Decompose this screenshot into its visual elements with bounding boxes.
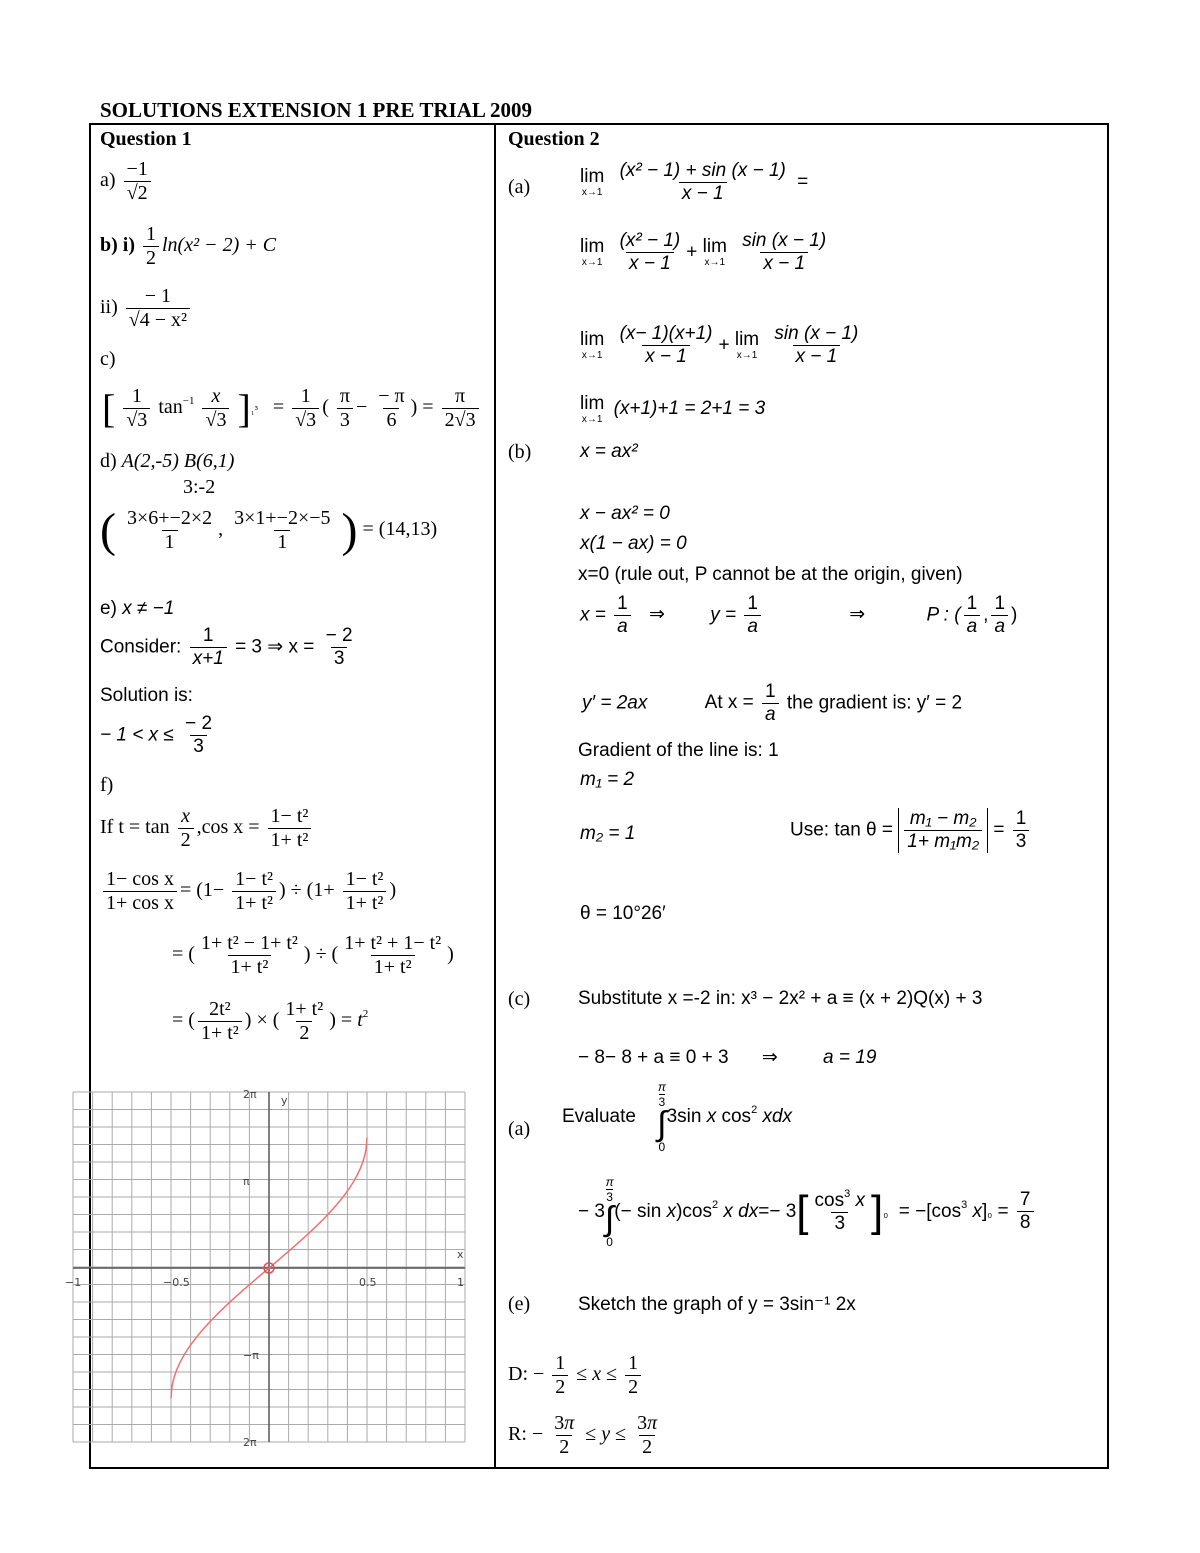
y-tick-label: 2π bbox=[243, 1088, 257, 1101]
q2c-label: (c) bbox=[508, 988, 531, 1010]
q2b-s1: x − ax² = 0 bbox=[580, 503, 670, 524]
q2d-integral: Evaluate π 3 ∫ 0 3sin x $\cos^2$ xdx bbox=[562, 1080, 793, 1154]
q1e-solution: − 1 < x ≤ $\frac{- 2}{3}$ bbox=[100, 713, 213, 757]
q2b-use: Use: tan θ = $\frac{\text{m₁ − m₂}}{\text{1+ m₁m₂}}$ = $\frac{1}{3}$ bbox=[790, 808, 1032, 853]
q2a-line3: lim x→1 $\frac{(x- 1)(x+1)}{x - 1}$ + lim x→1 $\frac{\sin (x - 1)}{x - 1}$ bbox=[580, 323, 859, 367]
q1b-i: b) i) $\frac{1}{2}$ ln(x² − 2) + C bbox=[100, 223, 277, 269]
q1-heading: Question 1 bbox=[100, 128, 192, 150]
q2b-eq: x = ax² bbox=[580, 441, 638, 462]
q1a: a) $\frac{-1}{√2}$ bbox=[100, 158, 154, 205]
q1f-line2: = ( $\frac{\text{1+ t² − 1+ t²}}{\text{1+ t²}}$ ) ÷ ( $\frac{\text{1+ t² + 1− t²}}{\text{1+ t²}}$ ) bbox=[172, 932, 454, 978]
q2b-m2: m₂ = 1 bbox=[580, 823, 636, 844]
q2b-s4: x = $\frac{1}{a}$ ⇒ y = $\frac{1}{a}$ ⇒ P : ( $\frac{1}{a}$ , $\frac{1}{a}$ ) bbox=[580, 593, 1018, 637]
q1e-cond: e) x ≠ −1 bbox=[100, 598, 175, 619]
y-axis-label: y bbox=[281, 1094, 288, 1107]
q2d-label: (a) bbox=[508, 1118, 531, 1140]
q1e-consider: Consider: $\frac{1}{x+1}$ = 3 ⇒ x = $\frac{- 2}{3}$ bbox=[100, 625, 353, 669]
q2-heading: Question 2 bbox=[508, 128, 600, 150]
q1c-label: c) bbox=[100, 348, 116, 370]
q2b-label: (b) bbox=[508, 441, 532, 463]
q1d-ratio: 3:-2 bbox=[183, 476, 216, 498]
y-tick-label: π bbox=[243, 1175, 250, 1188]
y-tick-label: −π bbox=[243, 1349, 259, 1362]
q2e-text: Sketch the graph of y = 3sin⁻¹ 2x bbox=[578, 1294, 856, 1315]
q2e-domain: D: − $\frac{1}{2}$ ≤ x ≤ $\frac{1}{2}$ bbox=[508, 1352, 644, 1399]
page-title: SOLUTIONS EXTENSION 1 PRE TRIAL 2009 bbox=[100, 98, 532, 122]
q2a-label: (a) bbox=[508, 176, 531, 198]
q2d-work: − 3 π 3 ∫ 0 (− $\sin x)\cos^2$ x dx=− 3[ $\frac{\cos^3 x}{3}$ ]$_0 = -[\cos^3$ x]₀ = $\frac{7}{8}$ bbox=[578, 1175, 1037, 1249]
q1f-if: If t = tan $\frac{x}{2}$ ,cos x = $\frac{\text{1− t²}}{\text{1+ t²}}$ bbox=[100, 805, 314, 852]
q2b-s2: x(1 − ax) = 0 bbox=[580, 533, 687, 554]
q2c-l2: − 8− 8 + a ≡ 0 + 3 ⇒ a = 19 bbox=[578, 1047, 877, 1068]
q1c-work: [ $\frac{1}{√3}$ $\tan^{-1}$ $\frac{x}{√3}$ ]₁³ = $\frac{1}{√3}$ ( $\frac{\pi}{3}$ − $\frac{- \pi}{6}$ ) = $\frac{\pi}{2√3}$ bbox=[102, 385, 482, 432]
x-tick-label: −0.5 bbox=[163, 1276, 190, 1289]
q2e-range: R: − $\frac{3\pi}{2}$ ≤ y ≤ $\frac{3\pi}{2}$ bbox=[508, 1412, 658, 1458]
q1d-work: ( $\frac{3\times 6+-2\times 2}{1}$ , $\frac{3\times 1+-2\times-5}{1}$ ) = (14,13) bbox=[100, 504, 438, 557]
column-divider bbox=[494, 123, 496, 1469]
q2b-m1: m₁ = 2 bbox=[580, 769, 635, 790]
q2a-line4: lim x→1 (x+1)+1 = 2+1 = 3 bbox=[580, 393, 766, 425]
x-tick-label: 1 bbox=[457, 1276, 464, 1289]
q1f-line1: $\frac{\text{1− cos x}}{\text{1+ cos x}}$ = (1− $\frac{\text{1− t²}}{\text{1+ t²}}$ ) ÷ (1+ $\frac{\text{1− t²}}{\text{1+ t²}}$ ) bbox=[100, 868, 396, 915]
q2a-line1: lim x→1 $\frac{\text{(x² − 1) + sin (x − 1)}}{x - 1}$ = bbox=[580, 160, 809, 204]
q2c-l1: Substitute x =-2 in: x³ − 2x² + a ≡ (x + 2)Q(x) + 3 bbox=[578, 988, 983, 1009]
x-tick-label: −1 bbox=[65, 1276, 82, 1289]
q1f-line3: = ( $\frac{\text{2t²}}{\text{1+ t²}}$ ) × ( $\frac{\text{1+ t²}}{2}$ ) = $t^2$ bbox=[172, 998, 369, 1044]
q2e-label: (e) bbox=[508, 1293, 531, 1315]
q1d-points: d) A(2,-5) B(6,1) bbox=[100, 450, 235, 472]
q2b-theta: θ = 10°26′ bbox=[580, 903, 666, 924]
x-tick-label: 0.5 bbox=[359, 1276, 377, 1289]
x-axis-label: x bbox=[457, 1248, 464, 1261]
q2b-s6: Gradient of the line is: 1 bbox=[578, 740, 779, 761]
q1b-ii: ii) $\frac{- 1}{\text{√4 − x²}}$ bbox=[100, 285, 193, 332]
q2b-s3: x=0 (rule out, P cannot be at the origin, given) bbox=[578, 564, 963, 585]
q2b-s5: y′ = 2ax At x = $\frac{1}{a}$ the gradient is: y′ = 2 bbox=[582, 681, 963, 725]
y-tick-label: 2π bbox=[243, 1436, 257, 1449]
q1f-label: f) bbox=[100, 774, 114, 796]
q2a-line2: lim x→1 $\frac{\text{(x² − 1)}}{x - 1}$ + lim x→1 $\frac{\sin (x - 1)}{x - 1}$ bbox=[580, 230, 827, 274]
arcsin-graph bbox=[65, 1088, 465, 1449]
q1e-solution-label: Solution is: bbox=[100, 685, 193, 706]
